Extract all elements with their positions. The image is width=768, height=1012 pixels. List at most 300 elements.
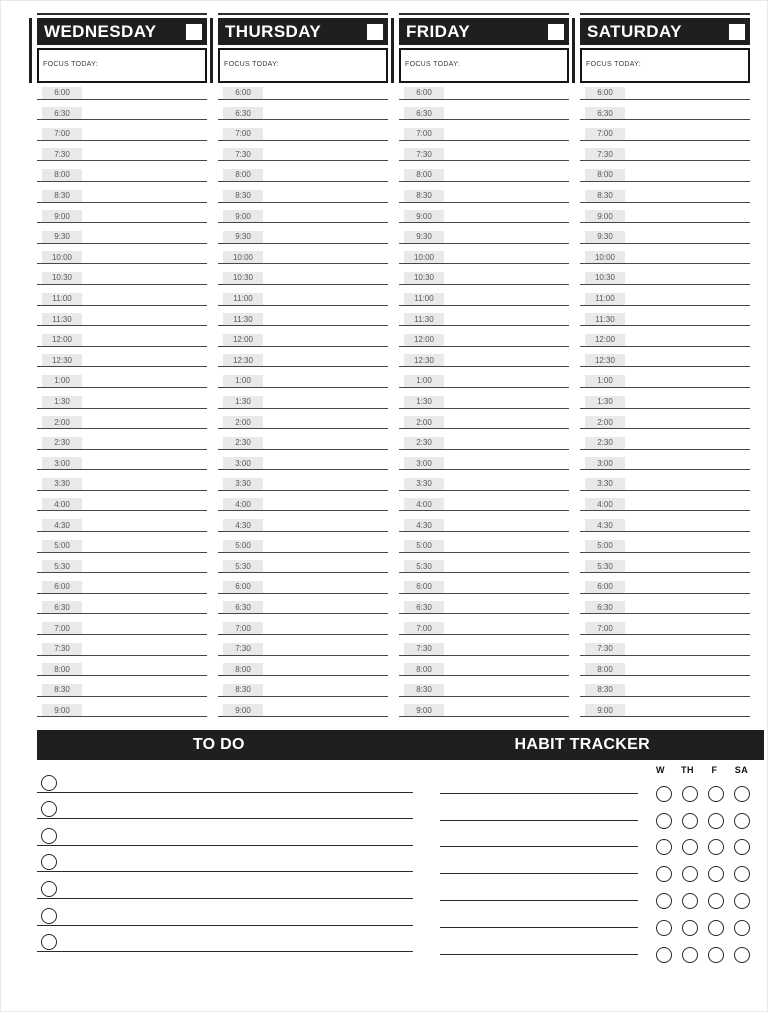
habit-check-circle[interactable] [656,866,672,882]
habit-check-circle[interactable] [734,813,750,829]
day-checkbox[interactable] [548,24,564,40]
time-label-chip: 5:30 [585,560,625,572]
habit-check-circle[interactable] [708,786,724,802]
cut-row-rule [399,13,569,15]
time-label-chip: 12:30 [404,354,444,366]
time-label-chip: 12:30 [42,354,82,366]
habit-check-circle[interactable] [656,893,672,909]
todo-row[interactable] [37,899,413,926]
day-checkbox[interactable] [367,24,383,40]
day-column-friday [399,18,569,717]
time-slot-row[interactable] [580,347,750,368]
day-column-thursday [218,18,388,717]
time-slot-row[interactable] [37,573,207,594]
focus-today-box[interactable] [218,48,388,83]
day-name: SATURDAY [587,21,682,41]
time-slot-row[interactable] [399,635,569,656]
time-slot-row[interactable] [580,450,750,471]
habit-check-circle[interactable] [708,813,724,829]
time-label-chip: 4:00 [404,498,444,510]
todo-row[interactable] [37,819,413,846]
time-slot-row[interactable] [399,367,569,388]
time-slot-row[interactable] [399,429,569,450]
time-label-chip: 5:30 [223,560,263,572]
time-slot-row[interactable] [580,182,750,203]
habit-row [440,802,750,829]
time-label-chip: 9:00 [42,704,82,716]
time-slot-row[interactable] [218,203,388,224]
time-label-chip: 9:00 [585,210,625,222]
time-slot-row[interactable] [580,244,750,265]
time-slot-row[interactable] [399,388,569,409]
habit-check-circle[interactable] [656,947,672,963]
time-slot-row[interactable] [218,594,388,615]
time-label-chip: 8:00 [42,663,82,675]
time-label-chip: 8:30 [223,190,263,202]
time-label-chip: 6:00 [585,581,625,593]
time-label-chip: 3:00 [585,457,625,469]
habit-check-circle[interactable] [734,839,750,855]
time-label-chip: 7:00 [223,622,263,634]
habit-tracker [440,760,764,963]
time-label-chip: 2:30 [585,437,625,449]
time-label-chip: 2:00 [223,416,263,428]
time-slot-row[interactable] [399,409,569,430]
habit-row [440,909,750,936]
time-slot-row[interactable] [580,429,750,450]
time-slot-row[interactable] [218,511,388,532]
time-label-chip: 1:00 [404,375,444,387]
time-label-chip: 3:30 [42,478,82,490]
time-slot-row[interactable] [37,388,207,409]
time-slot-row[interactable] [399,161,569,182]
todo-row[interactable] [37,846,413,873]
time-slot-row[interactable] [399,120,569,141]
time-slot-row[interactable] [218,573,388,594]
time-label-chip: 6:30 [404,107,444,119]
time-label-chip: 10:00 [223,251,263,263]
time-slot-row[interactable] [399,511,569,532]
time-slot-row[interactable] [580,223,750,244]
time-slot-row[interactable] [218,326,388,347]
habit-check-circle[interactable] [708,866,724,882]
time-slot-row[interactable] [399,532,569,553]
time-slot-row[interactable] [37,635,207,656]
habit-check-circle[interactable] [682,866,698,882]
time-slot-row[interactable] [580,594,750,615]
time-label-chip: 6:30 [585,107,625,119]
habit-check-circle[interactable] [682,813,698,829]
day-header [399,18,569,83]
time-slot-row[interactable] [37,264,207,285]
todo-bullet-circle[interactable] [41,854,57,870]
time-label-chip: 9:00 [404,704,444,716]
time-slot-row[interactable] [37,614,207,635]
time-slot-row[interactable] [218,635,388,656]
habit-check-circle[interactable] [656,839,672,855]
habit-check-circle[interactable] [708,839,724,855]
time-slot-row[interactable] [580,141,750,162]
habit-day-label: SA [734,765,749,775]
habit-name-line[interactable] [440,900,638,901]
day-title-bar [37,18,207,45]
time-slot-row[interactable] [580,532,750,553]
todo-row[interactable] [37,760,413,793]
time-label-chip: 6:00 [585,87,625,99]
time-label-chip: 7:30 [585,148,625,160]
habit-check-circle[interactable] [734,947,750,963]
time-slot-row[interactable] [580,676,750,697]
time-label-chip: 6:30 [42,601,82,613]
time-label-chip: 9:30 [585,231,625,243]
time-label-chip: 6:00 [42,87,82,99]
time-label-chip: 1:30 [223,396,263,408]
habit-tracker-header [440,765,750,775]
habit-check-circle[interactable] [656,920,672,936]
time-slot-row[interactable] [580,470,750,491]
time-label-chip: 10:00 [404,251,444,263]
time-slot-row[interactable] [399,285,569,306]
time-slot-row[interactable] [399,141,569,162]
time-label-chip: 11:00 [404,293,444,305]
habit-day-label: W [656,765,665,775]
time-slot-row[interactable] [218,306,388,327]
time-label-chip: 7:00 [404,128,444,140]
time-slot-row[interactable] [218,491,388,512]
time-label-chip: 9:00 [42,210,82,222]
time-slot-row[interactable] [218,141,388,162]
time-slot-row[interactable] [37,203,207,224]
time-slot-row[interactable] [37,656,207,677]
habit-name-line[interactable] [440,873,638,874]
time-slot-row[interactable] [580,326,750,347]
day-checkbox[interactable] [186,24,202,40]
time-slot-row[interactable] [399,656,569,677]
habit-check-circle[interactable] [708,893,724,909]
time-label-chip: 7:00 [223,128,263,140]
habit-check-circle[interactable] [734,893,750,909]
time-label-chip: 7:00 [585,622,625,634]
todo-bullet-circle[interactable] [41,881,57,897]
todo-bullet-circle[interactable] [41,934,57,950]
time-label-chip: 3:30 [585,478,625,490]
time-label-chip: 7:00 [585,128,625,140]
time-slot-row[interactable] [37,491,207,512]
todo-row[interactable] [37,793,413,820]
time-slot-row[interactable] [399,203,569,224]
time-slot-row[interactable] [580,367,750,388]
habit-check-circle[interactable] [708,947,724,963]
time-slot-row[interactable] [399,573,569,594]
time-label-chip: 2:30 [404,437,444,449]
time-label-chip: 6:00 [42,581,82,593]
time-slot-row[interactable] [399,470,569,491]
time-label-chip: 2:00 [585,416,625,428]
time-label-chip: 12:00 [585,334,625,346]
todo-title: TO DO [192,736,245,753]
time-slot-row[interactable] [218,161,388,182]
time-slot-row[interactable] [37,409,207,430]
time-label-chip: 8:30 [223,684,263,696]
time-slot-row[interactable] [37,306,207,327]
time-slot-row[interactable] [37,511,207,532]
time-label-chip: 11:30 [585,313,625,325]
habit-check-circle[interactable] [708,920,724,936]
time-label-chip: 11:00 [223,293,263,305]
time-slot-list [218,79,388,717]
cut-row-rule [580,13,750,15]
time-slot-row[interactable] [399,450,569,471]
time-label-chip: 12:30 [223,354,263,366]
time-slot-row[interactable] [218,223,388,244]
time-slot-row[interactable] [218,676,388,697]
time-slot-row[interactable] [37,120,207,141]
time-label-chip: 7:30 [42,148,82,160]
time-slot-row[interactable] [37,676,207,697]
time-label-chip: 10:30 [585,272,625,284]
time-slot-row[interactable] [37,141,207,162]
time-label-chip: 7:30 [42,643,82,655]
time-label-chip: 8:00 [585,169,625,181]
time-slot-row[interactable] [37,532,207,553]
habit-check-circle[interactable] [656,813,672,829]
time-slot-row[interactable] [37,182,207,203]
time-slot-row[interactable] [218,347,388,368]
habit-row [440,775,750,802]
habit-name-line[interactable] [440,954,638,955]
time-label-chip: 5:00 [223,540,263,552]
time-label-chip: 12:00 [42,334,82,346]
time-slot-row[interactable] [218,285,388,306]
habit-check-circle[interactable] [734,786,750,802]
time-slot-row[interactable] [580,656,750,677]
time-slot-row[interactable] [399,594,569,615]
time-slot-row[interactable] [580,285,750,306]
time-slot-row[interactable] [580,553,750,574]
time-slot-row[interactable] [218,429,388,450]
focus-today-box[interactable] [37,48,207,83]
time-slot-row[interactable] [218,532,388,553]
day-header [218,18,388,83]
time-label-chip: 9:30 [223,231,263,243]
todo-bullet-circle[interactable] [41,828,57,844]
habit-name-line[interactable] [440,846,638,847]
time-slot-row[interactable] [218,120,388,141]
time-slot-row[interactable] [399,306,569,327]
time-slot-row[interactable] [37,470,207,491]
day-checkbox[interactable] [729,24,745,40]
time-label-chip: 12:00 [404,334,444,346]
time-slot-row[interactable] [580,264,750,285]
time-slot-row[interactable] [37,244,207,265]
time-label-chip: 8:30 [585,190,625,202]
habit-check-circle[interactable] [734,866,750,882]
day-name: THURSDAY [225,21,322,41]
time-label-chip: 7:00 [404,622,444,634]
time-slot-row[interactable] [218,182,388,203]
time-label-chip: 8:00 [223,169,263,181]
time-label-chip: 10:30 [42,272,82,284]
time-slot-row[interactable] [37,161,207,182]
time-label-chip: 9:00 [585,704,625,716]
habit-check-circle[interactable] [682,920,698,936]
time-slot-row[interactable] [399,614,569,635]
time-slot-row[interactable] [218,367,388,388]
time-slot-row[interactable] [37,223,207,244]
time-slot-row[interactable] [580,491,750,512]
time-slot-row[interactable] [399,100,569,121]
time-slot-row[interactable] [218,244,388,265]
time-label-chip: 11:30 [223,313,263,325]
time-slot-row[interactable] [218,388,388,409]
cut-row-rule [218,13,388,15]
time-label-chip: 5:00 [42,540,82,552]
habit-check-circle[interactable] [682,893,698,909]
time-label-chip: 7:30 [223,643,263,655]
time-slot-list [37,79,207,717]
time-slot-row[interactable] [37,697,207,718]
time-label-chip: 6:30 [42,107,82,119]
time-label-chip: 7:30 [404,148,444,160]
time-label-chip: 4:00 [42,498,82,510]
time-slot-row[interactable] [580,306,750,327]
time-slot-row[interactable] [399,491,569,512]
time-label-chip: 6:00 [223,581,263,593]
time-label-chip: 1:30 [404,396,444,408]
time-label-chip: 3:30 [223,478,263,490]
time-slot-row[interactable] [37,594,207,615]
time-slot-list [580,79,750,717]
time-slot-row[interactable] [218,614,388,635]
time-slot-row[interactable] [580,203,750,224]
habit-check-circle[interactable] [682,947,698,963]
time-slot-row[interactable] [580,697,750,718]
time-slot-row[interactable] [218,100,388,121]
focus-today-box[interactable] [399,48,569,83]
time-slot-row[interactable] [580,511,750,532]
day-columns [37,18,750,717]
time-slot-row[interactable] [218,697,388,718]
day-title-bar [218,18,388,45]
time-slot-row[interactable] [580,635,750,656]
time-label-chip: 4:00 [223,498,263,510]
time-slot-row[interactable] [399,244,569,265]
time-slot-row[interactable] [37,429,207,450]
time-label-chip: 10:30 [223,272,263,284]
time-label-chip: 8:30 [404,190,444,202]
time-label-chip: 1:00 [223,375,263,387]
time-label-chip: 4:30 [404,519,444,531]
time-label-chip: 7:30 [404,643,444,655]
time-label-chip: 11:30 [42,313,82,325]
habit-day-label: F [711,765,718,775]
day-title-bar [399,18,569,45]
time-label-chip: 9:00 [223,210,263,222]
time-label-chip: 3:00 [223,457,263,469]
todo-list [37,760,413,952]
time-label-chip: 6:00 [404,87,444,99]
time-slot-row[interactable] [580,120,750,141]
time-slot-row[interactable] [580,100,750,121]
time-slot-row[interactable] [399,553,569,574]
todo-row[interactable] [37,872,413,899]
time-label-chip: 5:30 [42,560,82,572]
time-slot-row[interactable] [580,614,750,635]
time-slot-row[interactable] [580,573,750,594]
time-slot-row[interactable] [399,347,569,368]
time-slot-row[interactable] [218,409,388,430]
time-slot-row[interactable] [218,264,388,285]
habit-check-circle[interactable] [682,839,698,855]
bottom-section [37,760,764,970]
time-label-chip: 9:00 [404,210,444,222]
habit-check-circle[interactable] [734,920,750,936]
time-slot-row[interactable] [399,223,569,244]
habit-name-line[interactable] [440,820,638,821]
time-slot-row[interactable] [580,161,750,182]
time-label-chip: 6:00 [404,581,444,593]
bottom-section-bar [37,730,764,760]
habit-row [440,936,750,963]
time-slot-row[interactable] [37,367,207,388]
time-label-chip: 2:00 [42,416,82,428]
time-slot-row[interactable] [218,470,388,491]
time-label-chip: 2:30 [42,437,82,449]
time-slot-row[interactable] [37,100,207,121]
time-slot-row[interactable] [37,347,207,368]
time-slot-row[interactable] [218,450,388,471]
time-label-chip: 11:00 [42,293,82,305]
time-slot-list [399,79,569,717]
time-label-chip: 10:00 [585,251,625,263]
day-header [580,18,750,83]
time-label-chip: 9:30 [42,231,82,243]
focus-today-box[interactable] [580,48,750,83]
time-slot-row[interactable] [399,326,569,347]
time-slot-row[interactable] [37,285,207,306]
habit-name-line[interactable] [440,793,638,794]
time-label-chip: 7:00 [42,128,82,140]
time-slot-row[interactable] [218,553,388,574]
habit-check-circle[interactable] [682,786,698,802]
time-slot-row[interactable] [399,264,569,285]
time-label-chip: 8:30 [42,684,82,696]
time-slot-row[interactable] [37,553,207,574]
time-slot-row[interactable] [218,656,388,677]
todo-row[interactable] [37,926,413,953]
time-slot-row[interactable] [37,326,207,347]
day-title-bar [580,18,750,45]
time-label-chip: 1:00 [585,375,625,387]
time-slot-row[interactable] [580,388,750,409]
time-slot-row[interactable] [399,182,569,203]
todo-bullet-circle[interactable] [41,775,57,791]
todo-bullet-circle[interactable] [41,801,57,817]
time-label-chip: 3:00 [42,457,82,469]
habit-name-line[interactable] [440,927,638,928]
time-label-chip: 6:30 [585,601,625,613]
time-label-chip: 8:30 [585,684,625,696]
time-label-chip: 3:30 [404,478,444,490]
time-slot-row[interactable] [399,697,569,718]
time-slot-row[interactable] [37,450,207,471]
time-slot-row[interactable] [580,409,750,430]
time-slot-row[interactable] [399,676,569,697]
todo-bullet-circle[interactable] [41,908,57,924]
focus-today-label: FOCUS TODAY: [586,61,641,68]
habit-check-circle[interactable] [656,786,672,802]
time-label-chip: 8:30 [42,190,82,202]
